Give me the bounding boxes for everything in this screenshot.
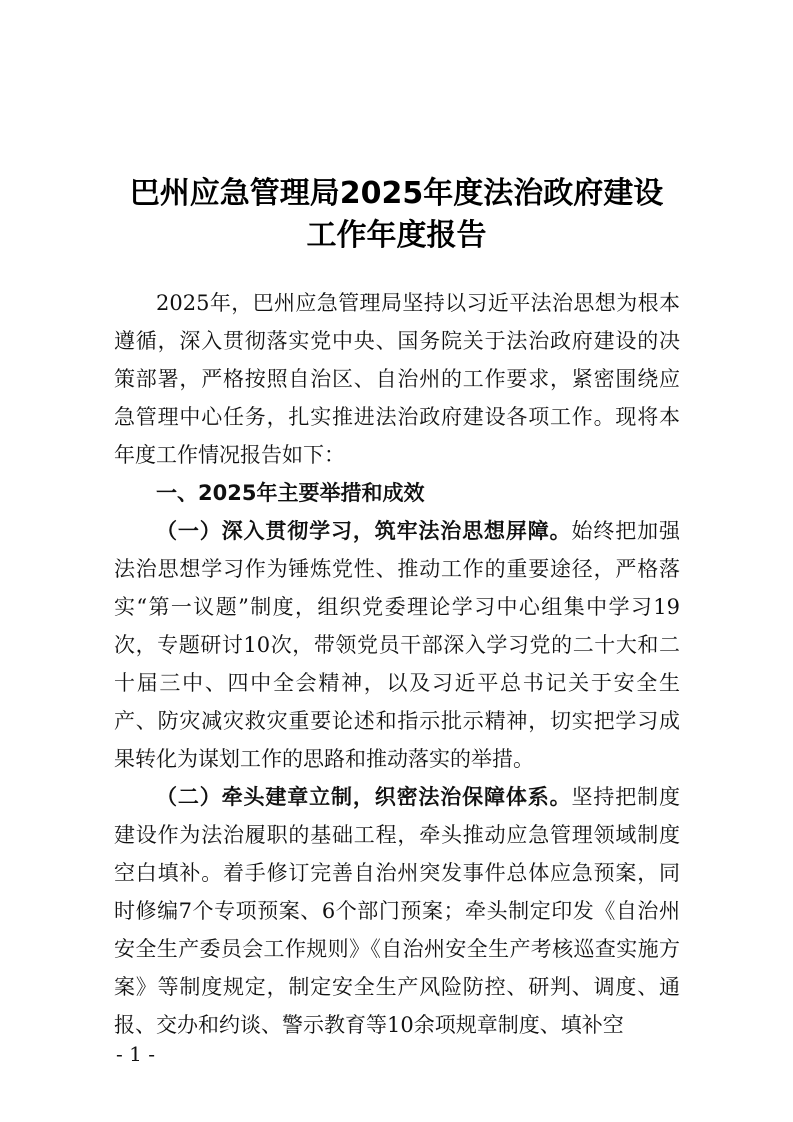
- page-number: - 1 -: [116, 1042, 155, 1066]
- item-2-body: 坚持把制度建设作为法治履职的基础工程，牵头推动应急管理领域制度空白填补。着手修订完善自治州突发事件总体应急预案，同时修编7个专项预案、6个部门预案；牵头制定印发《自治州安全生产委员会工作规则》《自治州安全生产考核巡查实施方案》等制度规定，制定安全生产风险防控、研判、调度、通报、交办和约谈、警示教育等10余项规章制度、填补空: [114, 785, 681, 1037]
- intro-paragraph: 2025年，巴州应急管理局坚持以习近平法治思想为根本遵循，深入贯彻落实党中央、国务院关于法治政府建设的决策部署，严格按照自治区、自治州的工作要求，紧密围绕应急管理中心任务，扎实推进法治政府建设各项工作。现将本年度工作情况报告如下：: [114, 291, 680, 467]
- item-2-paragraph: [114, 778, 680, 1044]
- item-2-lead: （二）牵头建章立制，织密法治保障体系。: [156, 785, 572, 809]
- section-heading-1: 一、2025年主要举措和成效: [156, 481, 425, 505]
- document-body: [114, 284, 680, 1044]
- item-1-paragraph: [114, 512, 680, 778]
- item-1-lead: （一）深入贯彻学习，筑牢法治思想屏障。: [156, 519, 572, 543]
- document-title-line-1: 巴州应急管理局2025年度法治政府建设: [129, 176, 664, 211]
- document-title-line-2: 工作年度报告: [306, 218, 487, 253]
- item-1-body: 始终把加强法治思想学习作为锤炼党性、推动工作的重要途径，严格落实“第一议题”制度，组织党委理论学习中心组集中学习19次，专题研讨10次，带领党员干部深入学习党的二十大和二十届三中、四中全会精神，以及习近平总书记关于安全生产、防灾减灾救灾重要论述和指示批示精神，切实把学习成果转化为谋划工作的思路和推动落实的举措。: [114, 519, 681, 771]
